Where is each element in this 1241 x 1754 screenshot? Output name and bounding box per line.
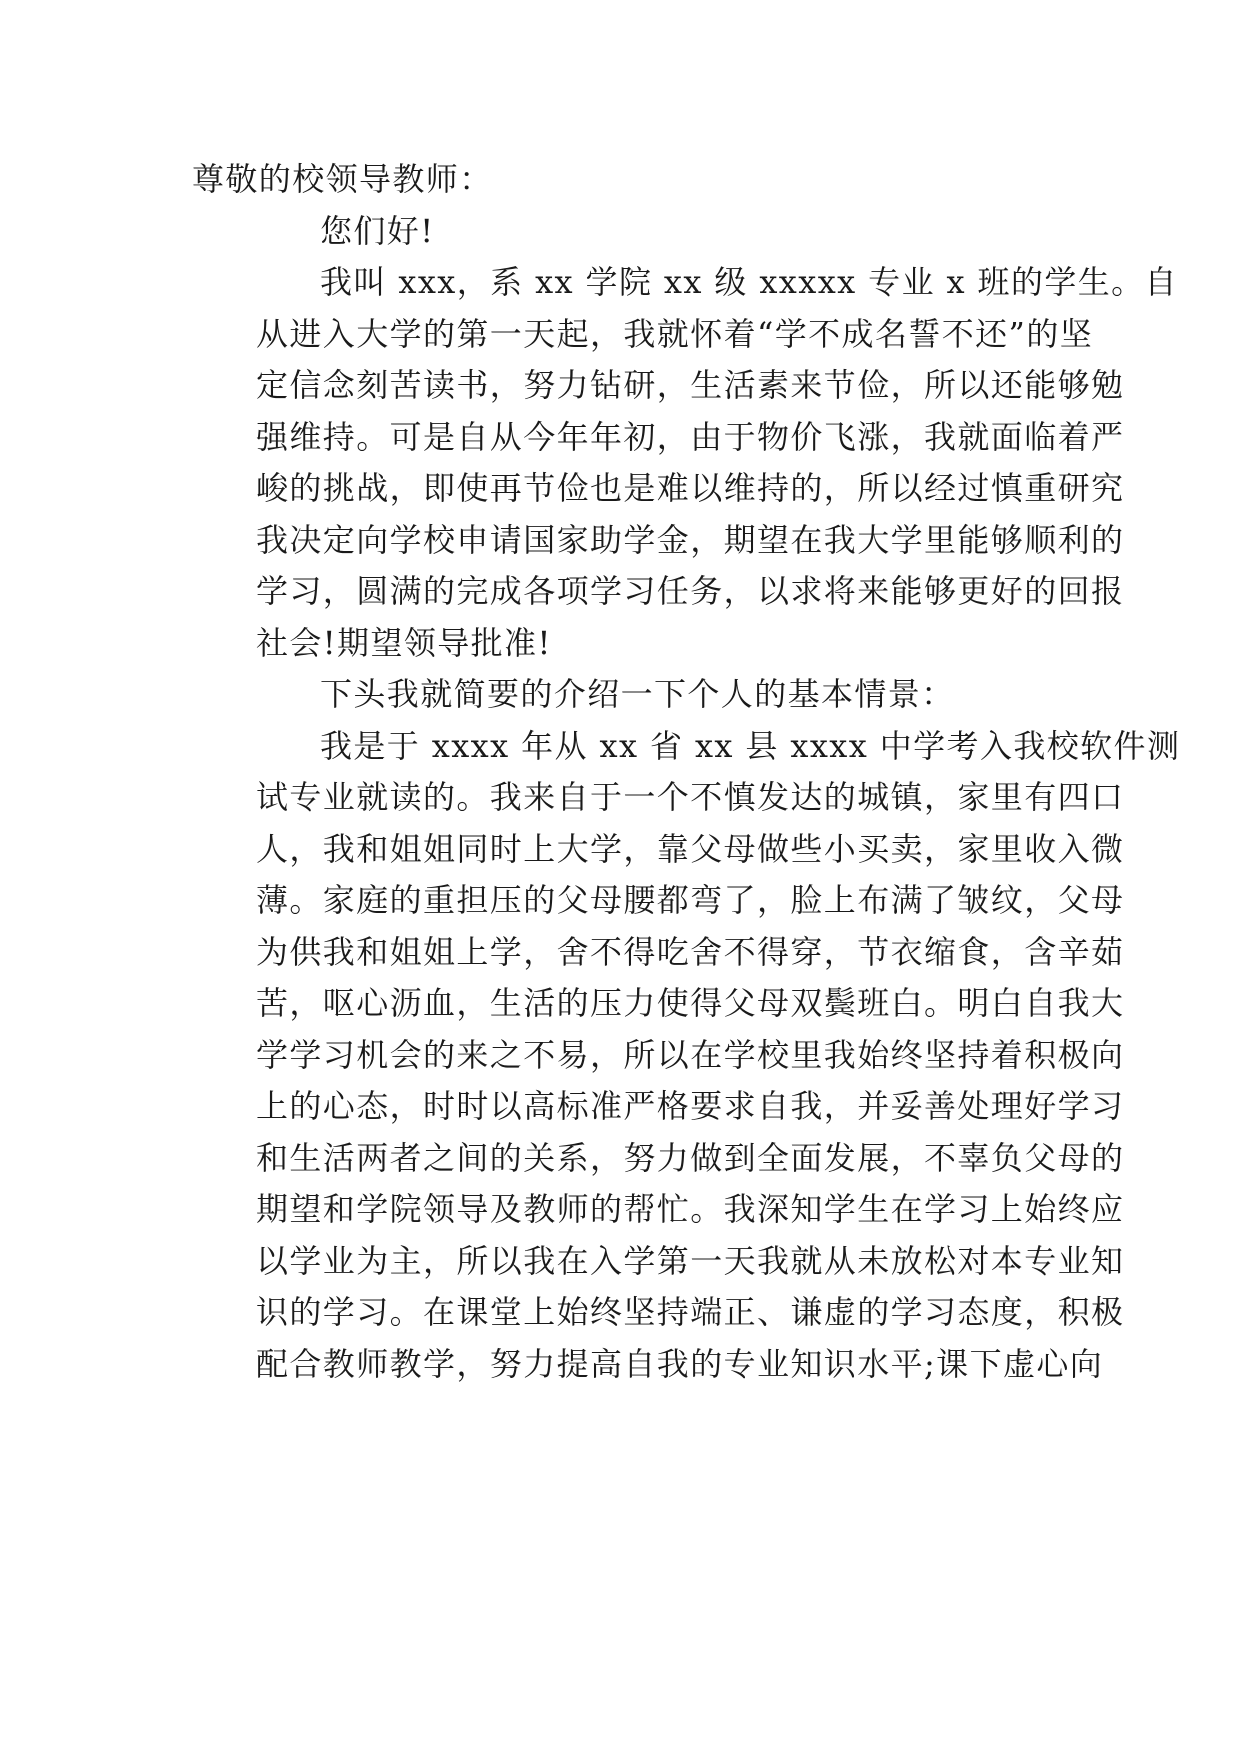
text-line: 从进入大学的第一天起，我就怀着“学不成名誓不还”的坚 xyxy=(256,314,1094,353)
text-line: 人，我和姐姐同时上大学，靠父母做些小买卖，家里收入微 xyxy=(256,829,1125,868)
text-line: 上的心态，时时以高标准严格要求自我，并妥善处理好学习 xyxy=(256,1087,1125,1125)
paragraph-background xyxy=(192,721,1181,1391)
paragraph-greeting xyxy=(192,206,1058,258)
text-line: 配合教师教学，努力提高自我的专业知识水平;课下虚心向 xyxy=(256,1344,1104,1383)
text-line: 以学业为主，所以我在入学第一天我就从未放松对本专业知 xyxy=(256,1241,1125,1280)
text-line: 试专业就读的。我来自于一个不慎发达的城镇，家里有四口 xyxy=(256,778,1125,816)
text-line: 强维持。可是自从今年年初，由于物价飞涨，我就面临着严 xyxy=(256,417,1125,456)
text-line: 识的学习。在课堂上始终坚持端正、谦虚的学习态度，积极 xyxy=(256,1293,1125,1331)
text-line: 下头我就简要的介绍一下个人的基本情景： xyxy=(320,675,955,713)
text-line: 定信念刻苦读书，努力钻研，生活素来节俭，所以还能够勉 xyxy=(256,366,1125,404)
salutation: 尊敬的校领导教师： xyxy=(192,160,493,198)
text-line: 我决定向学校申请国家助学金，期望在我大学里能够顺利的 xyxy=(256,520,1125,559)
text-line: 和生活两者之间的关系，努力做到全面发展，不辜负父母的 xyxy=(256,1138,1125,1177)
paragraph-transition xyxy=(192,669,1058,721)
paragraph-introduction xyxy=(192,257,1178,669)
text-line: 峻的挑战，即使再节俭也是难以维持的，所以经过慎重研究 xyxy=(256,469,1125,507)
letter-body xyxy=(192,154,1181,1390)
text-line: 学学习机会的来之不易，所以在学校里我始终坚持着积极向 xyxy=(256,1035,1125,1074)
text-line: 薄。家庭的重担压的父母腰都弯了，脸上布满了皱纹，父母 xyxy=(256,881,1125,919)
text-line: 为供我和姐姐上学，舍不得吃舍不得穿，节衣缩食，含辛茹 xyxy=(256,932,1125,971)
text-line: 社会!期望领导批准! xyxy=(256,623,552,662)
text-line: 我叫 xxx，系 xx 学院 xx 级 xxxxx 专业 x 班的学生。自 xyxy=(320,263,1178,301)
text-line: 苦，呕心沥血，生活的压力使得父母双鬓班白。明白自我大 xyxy=(256,984,1125,1022)
text-line: 您们好! xyxy=(320,211,435,250)
text-line: 我是于 xxxx 年从 xx 省 xx 县 xxxx 中学考入我校软件测 xyxy=(320,726,1181,765)
text-line: 学习，圆满的完成各项学习任务，以求将来能够更好的回报 xyxy=(256,572,1125,610)
text-line: 期望和学院领导及教师的帮忙。我深知学生在学习上始终应 xyxy=(256,1190,1125,1228)
